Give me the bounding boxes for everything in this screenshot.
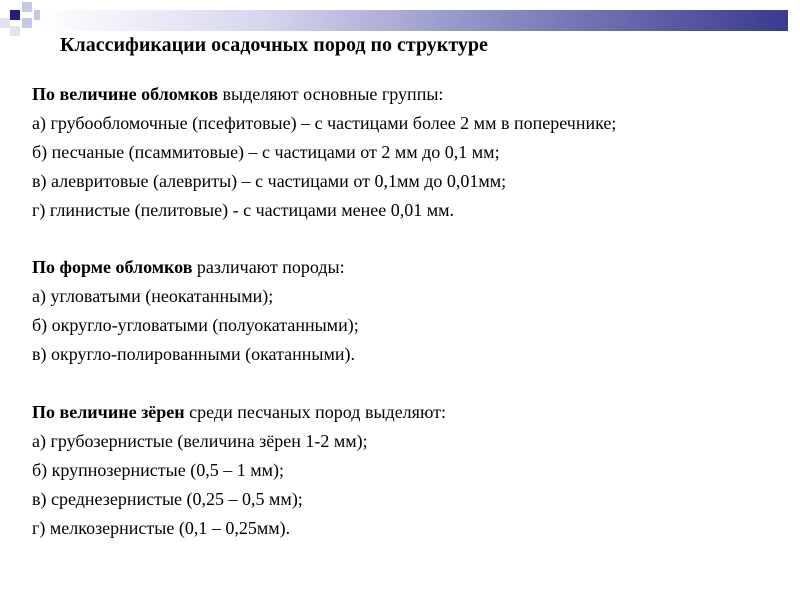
list-item: б) песчаные (псаммитовые) – с частицами от 2 мм до 0,1 мм; bbox=[32, 141, 500, 162]
section-intro: среди песчаных пород выделяют: bbox=[184, 401, 447, 422]
list-item: в) среднезернистые (0,25 – 0,5 мм); bbox=[32, 488, 303, 509]
list-item: а) угловатыми (неокатанными); bbox=[32, 286, 274, 307]
section-lead: По величине зёрен bbox=[32, 401, 185, 422]
section-fragment-shape bbox=[32, 253, 772, 369]
section-heading bbox=[32, 398, 772, 427]
section-grain-size bbox=[32, 398, 772, 543]
section-heading bbox=[32, 253, 772, 282]
list-item: в) округло-полированными (окатанными). bbox=[32, 344, 356, 365]
section-intro: выделяют основные группы: bbox=[218, 84, 444, 104]
slide-title: Классификации осадочных пород по структуре bbox=[60, 34, 488, 56]
list-item: а) грубообломочные (псефитовые) – с частицами более 2 мм в поперечнике; bbox=[32, 112, 617, 133]
list-item: в) алевритовые (алевриты) – с частицами от 0,1мм до 0,01мм; bbox=[32, 170, 507, 191]
list-item: б) округло-угловатыми (полуокатанными); bbox=[32, 315, 359, 336]
header-bar bbox=[40, 10, 788, 31]
slide-content bbox=[32, 80, 772, 542]
list-item: г) мелкозернистые (0,1 – 0,25мм). bbox=[32, 517, 291, 538]
decor-square bbox=[22, 18, 32, 28]
decor-square bbox=[10, 26, 20, 36]
decor-square bbox=[0, 18, 10, 28]
list-item: б) крупнозернистые (0,5 – 1 мм); bbox=[32, 459, 284, 480]
decor-square bbox=[22, 2, 32, 12]
list-item: г) глинистые (пелитовые) - с частицами менее 0,01 мм. bbox=[32, 199, 455, 220]
section-lead: По величине обломков bbox=[32, 84, 219, 104]
list-item: а) грубозернистые (величина зёрен 1-2 мм); bbox=[32, 430, 368, 451]
section-fragment-size bbox=[32, 80, 772, 225]
section-heading bbox=[32, 80, 772, 109]
section-lead: По форме обломков bbox=[32, 257, 193, 278]
section-intro: различают породы: bbox=[192, 257, 345, 278]
decor-square bbox=[10, 10, 20, 20]
